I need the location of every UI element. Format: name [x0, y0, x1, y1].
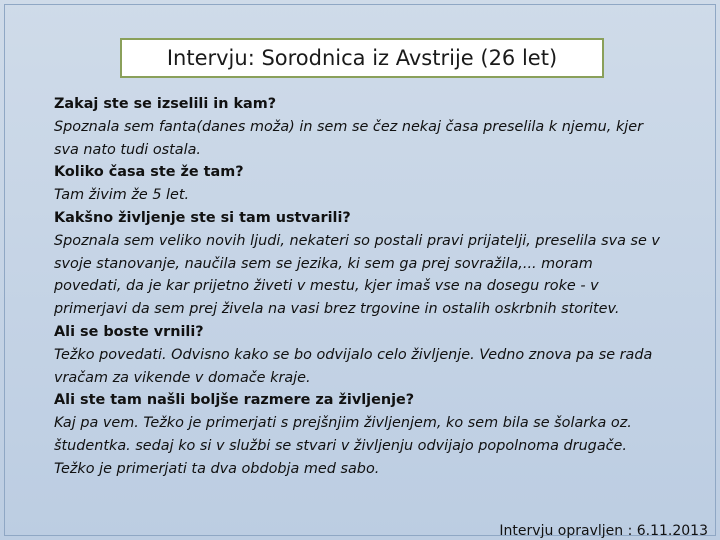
- slide-title: Intervju: Sorodnica iz Avstrije (26 let): [166, 46, 558, 70]
- answer-5: Kaj pa vem. Težko je primerjati s prejšnjim življenjem, ko sem bila se šolarka oz. študentka. sedaj ko si v službi se stvari v življenju odvijajo popolnoma drugače. Težko je primerjati ta dva obdobja med sabo.: [54, 415, 632, 477]
- answer-4: Težko povedati. Odvisno kako se bo odvijalo celo življenje. Vedno znova pa se rada vračam za vikende v domače kraje.: [54, 346, 653, 386]
- question-1: Zakaj ste se izselili in kam?: [54, 96, 277, 112]
- question-4: Ali se boste vrnili?: [54, 323, 204, 340]
- question-2: Koliko časa ste že tam?: [54, 164, 244, 181]
- answer-2: Tam živim že 5 let.: [54, 187, 190, 204]
- question-3: Kakšno življenje ste si tam ustvarili?: [54, 209, 351, 226]
- title-box: [120, 38, 604, 78]
- answer-1: Spoznala sem fanta(danes moža) in sem se čez nekaj časa preselila k njemu, kjer sva nato tudi ostala.: [54, 118, 644, 158]
- question-5: Ali ste tam našli boljše razmere za življenje?: [54, 392, 415, 409]
- interview-body: [54, 93, 664, 481]
- interview-date: Intervju opravljen : 6.11.2013: [499, 523, 708, 539]
- answer-3: Spoznala sem veliko novih ljudi, nekateri so postali pravi prijatelji, preselila sva se v svoje stanovanje, naučila sem se jezika, ki sem ga prej sovražila,... moram povedati, da je kar prijetno živeti v mestu, kjer imaš vse na dosegu roke - v primerjavi da sem prej živela na vasi brez trgovine in ostalih oskrbnih storitev.: [54, 232, 660, 318]
